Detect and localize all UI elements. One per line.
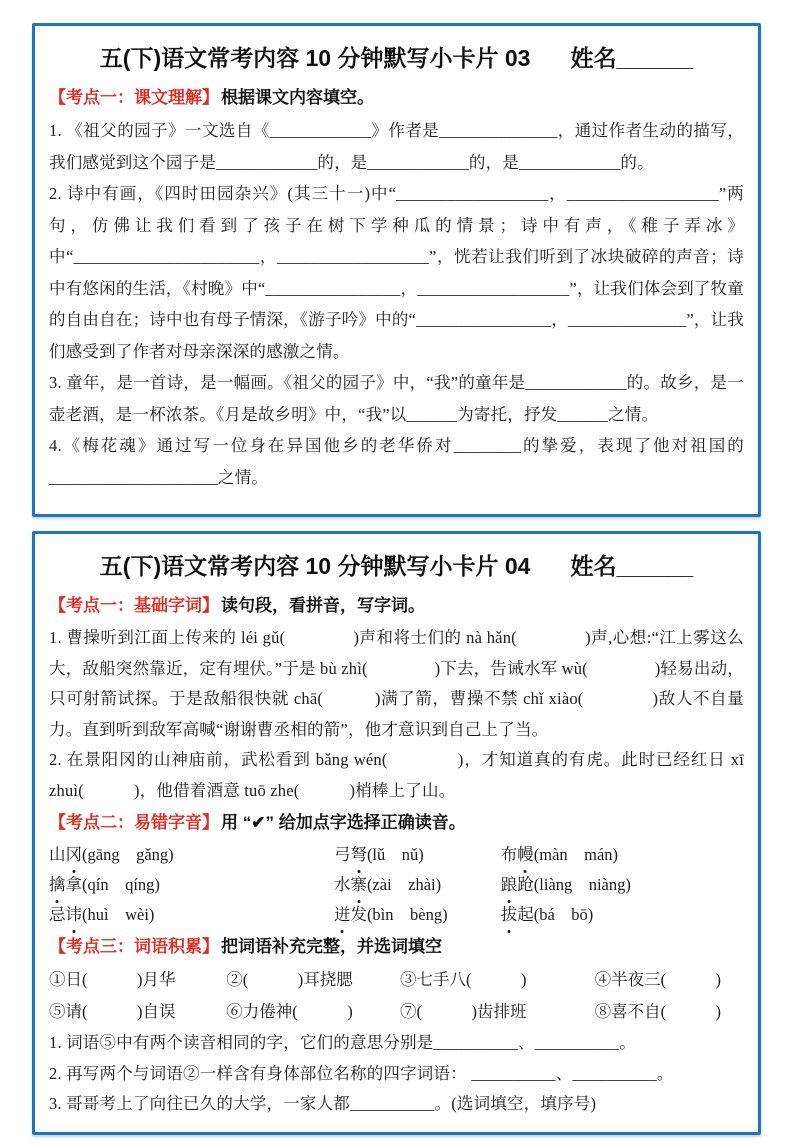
idiom-item: ⑥力倦神( ) <box>226 1002 353 1021</box>
idiom-item: ⑤请( )自误 <box>49 1002 176 1021</box>
paragraph: 1. 词语⑤中有两个读音相同的字，它们的意思分别是__________、__________。 <box>49 1033 636 1052</box>
paragraph: 3. 哥哥考上了向往已久的大学，一家人都__________。(选词填空，填序号) <box>49 1094 597 1113</box>
pronunciation-item: 踉跄(liàng niàng) <box>501 870 744 900</box>
card-04-section-3-header <box>49 932 744 962</box>
pronunciation-item: 拔起(bá bō) <box>501 900 744 930</box>
card-03-title: 五(下)语文常考内容 10 分钟默写小卡片 03 <box>99 45 531 71</box>
card-04-title-row <box>49 548 744 581</box>
idiom-item: ①日( )月华 <box>49 970 176 989</box>
pronunciation-item: 忌讳(huì wèi) <box>49 900 334 930</box>
pronunciation-choice-grid <box>49 840 744 930</box>
paragraph: 3. 童年，是一首诗，是一幅画。《祖父的园子》中，“我”的童年是____________的。故乡，是一壶老酒，是一杯浓茶。《月是故乡明》中，“我”以______为寄托，抒发______之情。 <box>49 373 744 424</box>
dotted-character: 幔 <box>517 840 534 870</box>
worksheet-card-03 <box>32 23 761 517</box>
dotted-character: 擒 <box>49 870 66 900</box>
paragraph: 2. 诗中有画，《四时田园杂兴》(其三十一)中“__________________，__________________”两句，仿佛让我们看到了孩子在树下学种瓜的情景；诗中有声，《稚子弄冰》中“______________________，__________________”，恍若让我们听到了冰块破碎的声音；诗中有悠闲的生活，《村晚》中“________________，__________________”，让我们体会到了牧童的自由自在；诗中也有母子情深，《游子吟》中的“________________，______________”，让我们感受到了作者对母亲深深的感激之情。 <box>49 184 744 361</box>
pronunciation-item: 弓弩(lǔ nǔ) <box>334 840 501 870</box>
exam-point-instruction: 把词语补充完整，并选词填空 <box>221 937 442 956</box>
pronunciation-item: 布幔(màn mán) <box>501 840 744 870</box>
card-03-section-1-header <box>49 83 744 113</box>
card-04-title: 五(下)语文常考内容 10 分钟默写小卡片 04 <box>99 553 531 579</box>
exam-point-tag: 【考点三：词语积累】 <box>49 937 219 956</box>
exam-point-tag: 【考点一：基础字词】 <box>49 596 219 615</box>
pronunciation-item: 山冈(gāng gǎng) <box>49 840 334 870</box>
idiom-completion-grid <box>49 964 744 1028</box>
pronunciation-item: 擒拿(qín qíng) <box>49 870 334 900</box>
exam-point-instruction: 用 “✔” 给加点字选择正确读音。 <box>221 813 466 832</box>
exam-point-tag: 【考点一：课文理解】 <box>49 88 219 107</box>
pronunciation-item: 迸发(bìn bèng) <box>334 900 501 930</box>
paragraph: 1. 曹操听到江面上传来的 léi gǔ( )声和将士们的 nà hǎn( )声,心想:“江上雾这么大，敌船突然靠近，定有埋伏。”于是 bù zhì( )下去，告诫水军 wù( )轻易出动，只可射箭试探。于是敌船很快就 chā( )满了箭，曹操不禁 chǐ xiào( )敌人不自量力。直到听到敌军高喊“谢谢曹丞相的箭”，他才意识到自己上了当。 <box>49 628 744 739</box>
exam-point-instruction: 根据课文内容填空。 <box>221 88 374 107</box>
dotted-character: 拔 <box>501 900 518 930</box>
idiom-item: ②( )耳挠腮 <box>226 970 353 989</box>
exam-point-tag: 【考点二：易错字音】 <box>49 813 219 832</box>
card-03-name-blank: 姓名______ <box>570 45 694 71</box>
dotted-character: 迸 <box>334 900 351 930</box>
idiom-item: ⑦( )齿排班 <box>399 1002 527 1021</box>
paragraph: 2. 再写两个与词语②一样含有身体部位名称的四字词语： __________、__________。 <box>49 1063 674 1083</box>
idiom-item: ④半夜三( ) <box>594 970 722 989</box>
idiom-item: ⑧喜不自( ) <box>594 1002 722 1021</box>
dotted-character: 讳 <box>66 900 83 930</box>
dotted-character: 寨 <box>350 870 367 900</box>
idiom-item: ③七手八( ) <box>399 970 527 989</box>
paragraph: 1. 《祖父的园子》一文选自《____________》作者是______________，通过作者生动的描写，我们感觉到这个园子是____________的，是____________的，是____________的。 <box>49 121 744 172</box>
dotted-character: 弩 <box>350 840 367 870</box>
card-04-questions <box>49 1028 744 1120</box>
paragraph: 2. 在景阳冈的山神庙前，武松看到 bǎng wén( )，才知道真的有虎。此时已经红日 xī zhuì( )，他借着酒意 tuō zhe( )梢棒上了山。 <box>49 750 744 800</box>
worksheet-card-04 <box>32 531 761 1135</box>
card-03-title-row <box>49 40 744 73</box>
pronunciation-item: 水寨(zài zhài) <box>334 870 501 900</box>
exam-point-instruction: 读句段，看拼音，写字词。 <box>221 596 425 615</box>
card-03-paragraphs <box>49 115 744 493</box>
card-04-section-1-header <box>49 591 744 621</box>
dotted-character: 冈 <box>66 840 83 870</box>
card-04-section-2-header <box>49 808 744 838</box>
card-04-paragraphs <box>49 623 744 806</box>
worksheet-page <box>0 23 793 1145</box>
card-04-name-blank: 姓名______ <box>570 553 694 579</box>
paragraph: 4.《梅花魂》通过写一位身在异国他乡的老华侨对________的挚爱，表现了他对祖国的____________________之情。 <box>49 436 744 487</box>
dotted-character: 踉 <box>501 870 518 900</box>
